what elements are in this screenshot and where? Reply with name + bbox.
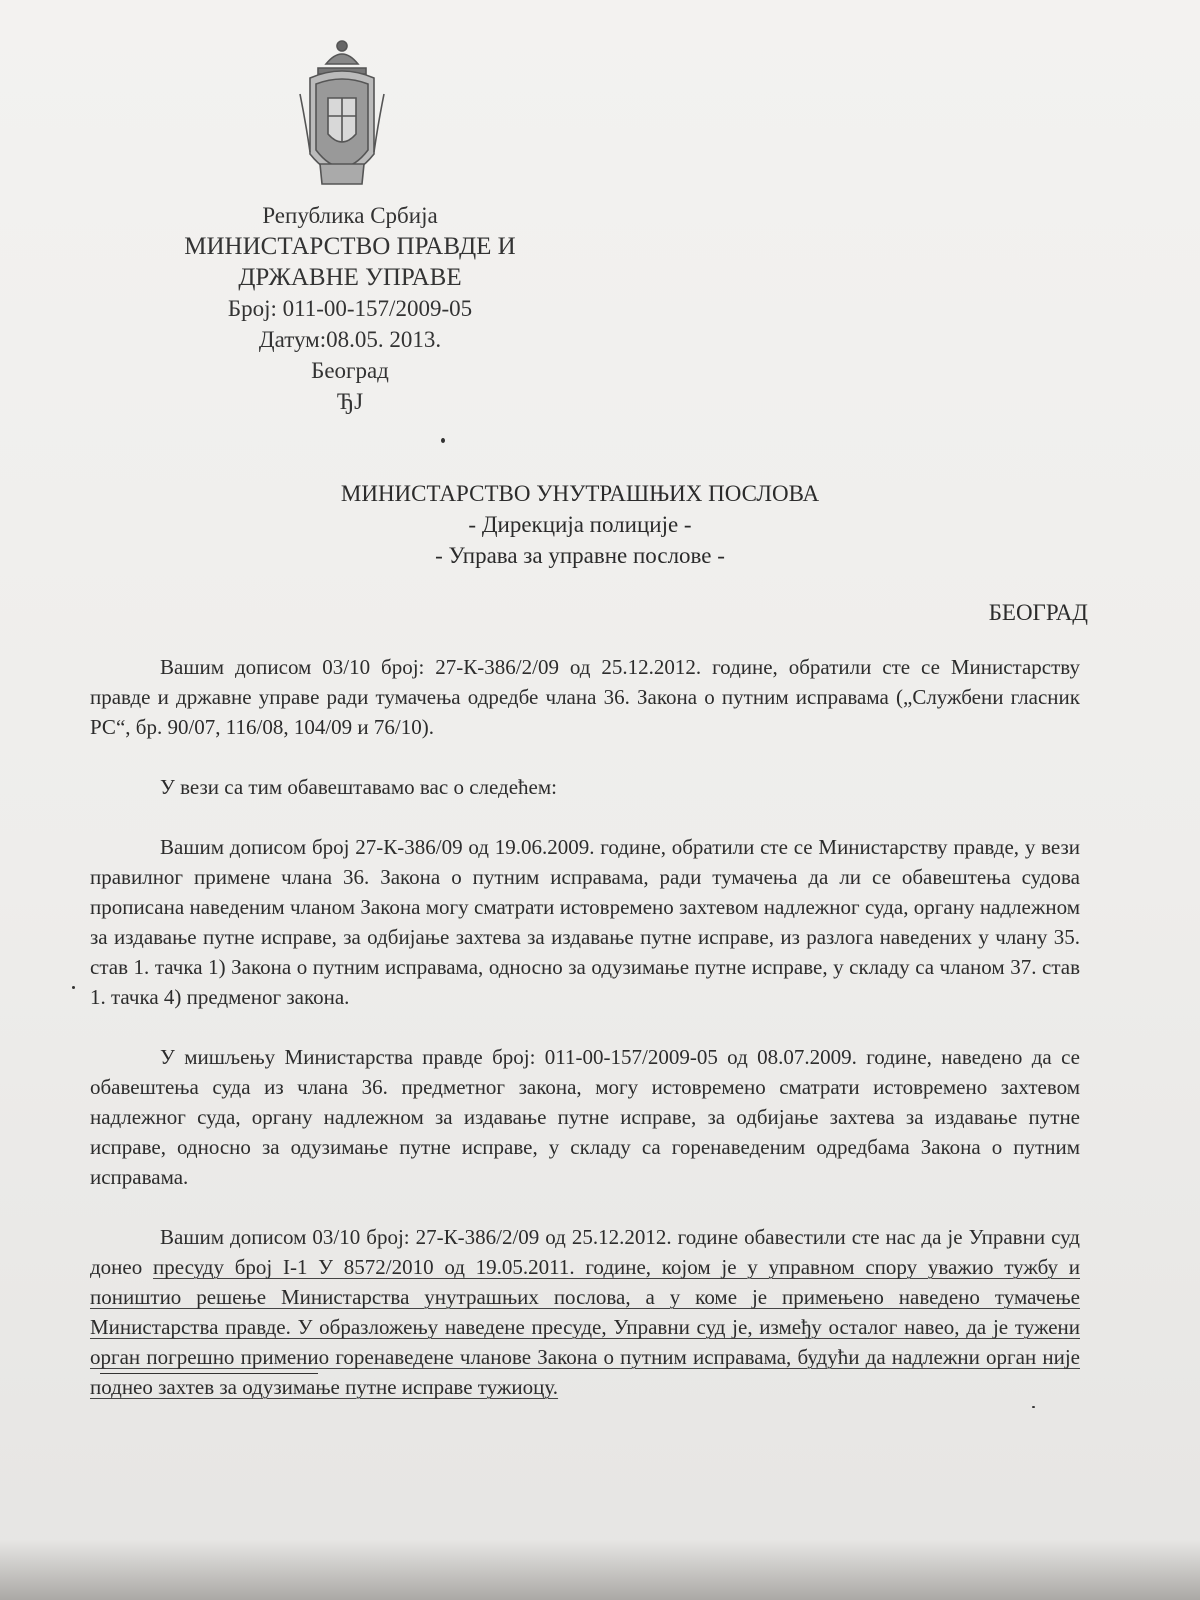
photo-shadow: [0, 1540, 1200, 1600]
author-initials: ЂЈ: [336, 389, 364, 414]
recipient-directorate: - Дирекција полиције -: [468, 512, 692, 537]
sender-letterhead: [150, 200, 550, 417]
ministry-name-line1: МИНИСТАРСТВО ПРАВДЕ И: [184, 233, 516, 260]
letter-body: [90, 652, 1080, 1432]
recipient-department: - Управа за управне послове -: [435, 543, 725, 568]
recipient-ministry: МИНИСТАРСТВО УНУТРАШЊИХ ПОСЛОВА: [340, 481, 820, 506]
document-date: Датум:08.05. 2013.: [258, 327, 442, 352]
ministry-name-line2: ДРЖАВНЕ УПРАВЕ: [238, 264, 462, 291]
paragraph-2: У вези са тим обавештавамо вас о следећем:: [160, 775, 557, 799]
paragraph-5: [90, 1222, 1080, 1402]
handwritten-underline: [100, 1373, 318, 1374]
paragraph-4: У мишљењу Министарства правде број: 011-00-157/2009-05 од 08.07.2009. године, наведено да се обавештења суда из члана 36. предметног закона, могу истовремено сматрати истовремено захтевом надлежног суда, органу надлежном за издавање путне исправе, за одбијање захтева за издавање путне исправе, односно за одузимање путне исправе, у складу са горенаведеним одредбама Закона о путним исправама.: [90, 1045, 1080, 1189]
paragraph-5-start: Вашим дописом 03/10 број: 27-К-386/2/09 од 25.12.2012. године обавестили сте нас да је Управни суд донео: [90, 1225, 1080, 1279]
document-number: Број: 011-00-157/2009-05: [227, 296, 473, 321]
paragraph-5-underlined: пресуду број I-1 У 8572/2010 од 19.05.2011. године, којом је у управном спору уважио тужбу и поништио решење Министарства унутрашњих послова, а у коме је примењено наведено тумачење Министарства правде. У образложењу наведене пресуде, Управни суд је, између осталог навео, да је тужени орган погрешно применио горенаведене чланове Закона о путним исправама, будући да надлежни орган није поднео захтев за одузимање путне исправе тужиоцу.: [90, 1255, 1080, 1399]
paragraph-1: Вашим дописом 03/10 број: 27-К-386/2/09 од 25.12.2012. године, обратили сте се Министарству правде и државне управе ради тумачења одредбе члана 36. Закона о путним исправама („Службени гласник РС“, бр. 90/07, 116/08, 104/09 и 76/10).: [90, 655, 1080, 739]
paragraph-3: Вашим дописом број 27-К-386/09 од 19.06.2009. године, обратили сте се Министарству правде, у вези правилног примене члана 36. Закона о путним исправама, ради тумачења да ли се обавештења судова прописана наведеним чланом Закона могу сматрати истовремено захтевом надлежног суда, органу надлежном за издавање путне исправе, за одбијање захтева за издавање путне исправе, из разлога наведених у члану 35. став 1. тачка 1) Закона о путним исправама, односно за одузимање путне исправе, у складу са чланом 37. став 1. тачка 4) предменог закона.: [90, 835, 1080, 1009]
ink-speck: [1032, 1406, 1035, 1408]
ink-speck: [72, 986, 75, 989]
country-name: Република Србија: [262, 203, 438, 228]
recipient-city: БЕОГРАД: [988, 600, 1088, 625]
recipient-block: [280, 478, 880, 571]
sender-city: Београд: [311, 358, 389, 383]
serbian-coat-of-arms-icon: [296, 34, 388, 198]
ink-speck: [441, 438, 445, 443]
